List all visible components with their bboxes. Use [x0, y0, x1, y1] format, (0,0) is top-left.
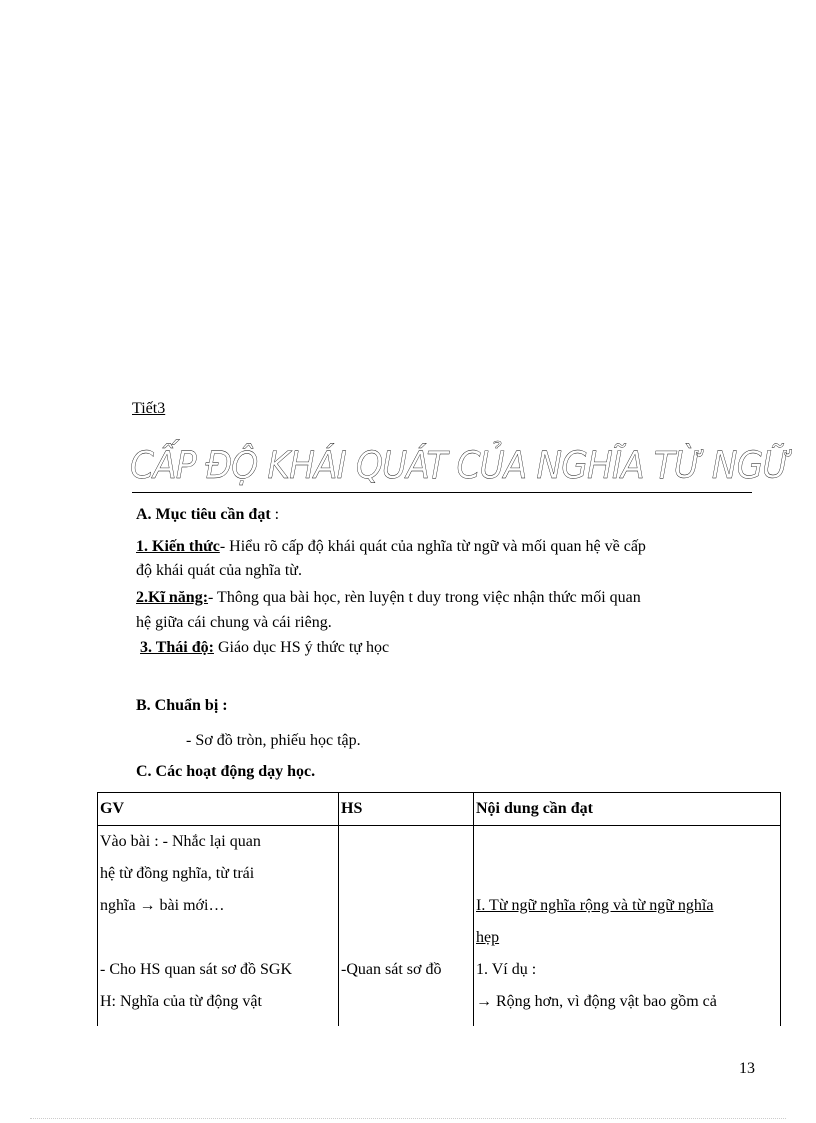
title-underline [132, 492, 752, 493]
header-content: Nội dung cần đạt [474, 793, 781, 826]
page-number: 13 [739, 1060, 755, 1077]
table-header-row [98, 793, 781, 826]
section-b-item: - Sơ đồ tròn, phiếu học tập. [186, 732, 361, 749]
hs-cell: -Quan sát sơ đồ [339, 826, 474, 1027]
attitude-line: 3. Thái độ: Giáo dục HS ý thức tự học [140, 639, 390, 656]
skills-line: 2.Kĩ năng:- Thông qua bài học, rèn luyện t duy trong việc nhận thức mối quan [136, 589, 641, 606]
knowledge-line-2: độ khái quát của nghĩa từ. [136, 562, 302, 579]
activities-table [97, 792, 781, 1026]
knowledge-label: 1. Kiến thức [136, 538, 220, 555]
section-c-heading: C. Các hoạt động dạy học. [136, 763, 316, 780]
knowledge-line: 1. Kiến thức- Hiểu rõ cấp độ khái quát của nghĩa từ ngữ và mối quan hệ về cấp [136, 538, 646, 555]
page-bottom-border [30, 1118, 786, 1119]
section-b-heading: B. Chuẩn bị : [136, 697, 228, 714]
lesson-title: CẤP ĐỘ KHÁI QUÁT CỦA NGHĨA TỪ NGỮ [130, 444, 791, 487]
section-a-heading: A. Mục tiêu cần đạt : [136, 506, 280, 523]
content-cell: I. Từ ngữ nghĩa rộng và từ ngữ nghĩa hẹp 1. Ví dụ : → Rộng hơn, vì động vật bao gồm cả [474, 826, 781, 1027]
header-gv: GV [98, 793, 339, 826]
skills-line-2: hệ giữa cái chung và cái riêng. [136, 614, 332, 631]
lesson-number: Tiết3 [132, 400, 166, 417]
skills-label: 2.Kĩ năng: [136, 589, 209, 606]
table-row [98, 826, 781, 1027]
header-hs: HS [339, 793, 474, 826]
attitude-label: 3. Thái độ: [140, 639, 214, 656]
gv-cell: Vào bài : - Nhắc lại quan hệ từ đồng nghĩa, từ trái nghĩa → bài mới… - Cho HS quan sát sơ đồ SGK H: Nghĩa của từ động vật [98, 826, 339, 1027]
